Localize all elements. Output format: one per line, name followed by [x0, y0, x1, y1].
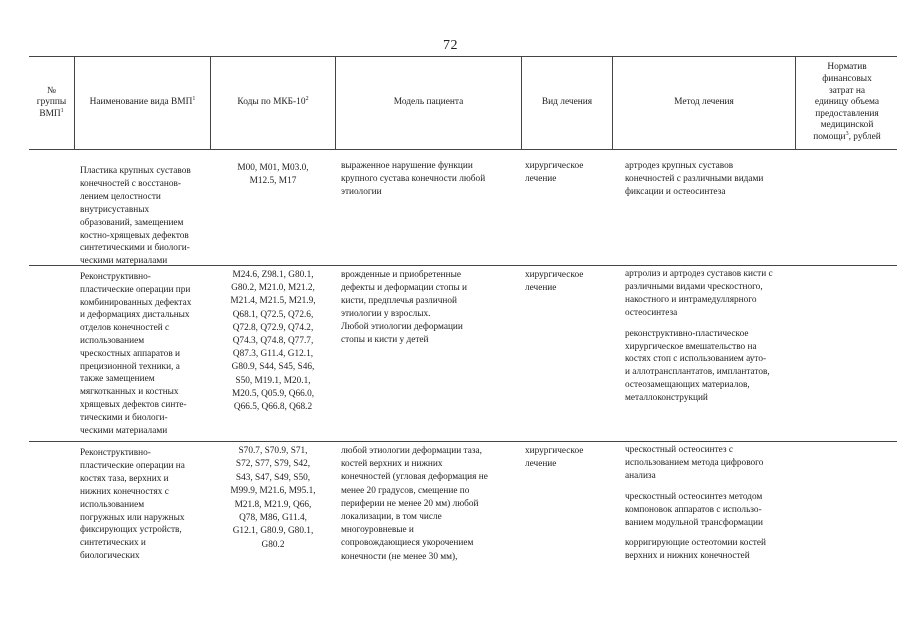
header-group-number: № группы ВМП$^1$ — [36, 85, 67, 119]
table-row-1-type: хирургическое лечение — [525, 161, 584, 184]
table-row-2-model: врожденные и приобретенные дефекты и деформации стопы и кисти, предплечья различной этиологии у взрослых. Любой этиологии деформации стопы и кисти у детей — [341, 270, 468, 345]
table-row-1-codes: M00, M01, M03.0, M12.5, M17 — [237, 163, 309, 186]
table-row-1-method: артродез крупных суставов конечностей с различными видами фиксации и остеосинтеза — [625, 161, 764, 197]
header-financial-norm: Норматив финансовых затрат на единицу объема предоставления медицинской помощи$^3$, рублей — [813, 62, 881, 142]
table-row-2-method: артролиз и артродез суставов кисти с различными видами чрескостного, накостного и интрамедуллярного остеосинтеза реконструктивно-пластическое хирургическое вмешательство на костях стоп с использованием ауто- и аллотрансплантатов, имплантатов, остеозамещающих материалов, металлоконструкций — [625, 269, 773, 404]
table-row-1-name: Пластика крупных суставов конечностей с восстанов- лением целостности внутрисуставных образований, замещением костно-хрящевых дефектов синтетическими и биологи- ческими материалами — [80, 166, 191, 267]
table-row-1-model: выраженное нарушение функции крупного сустава конечности любой этиологии — [341, 161, 486, 197]
header-treatment-type: Вид лечения — [541, 97, 593, 108]
header-vmp-name: Наименование вида ВМП$^1$ — [89, 96, 196, 108]
table-row-3-method: чрескостный остеосинтез с использованием метода цифрового анализа чрескостный остеосинтез методом компоновок аппаратов с использо- ванием модульной трансформации корригирующие остеотомии костей верхних и нижних конечностей — [625, 445, 766, 562]
table-row-3-model: любой этиологии деформации таза, костей верхних и нижних конечностей (угловая деформация не менее 20 градусов, смещение по периферии не менее 20 мм) любой локализации, в том числе многоуровневые и сопровождающиеся укорочением конечности (не менее 30 мм), — [341, 446, 488, 562]
row-divider-2 — [29, 441, 897, 442]
page-number: 72 — [443, 38, 458, 53]
header-patient-model: Модель пациента — [393, 97, 464, 108]
table-row-2-type: хирургическое лечение — [525, 270, 584, 293]
header-icd-codes: Коды по МКБ-$10^2$ — [237, 96, 309, 108]
table-row-2-codes: M24.6, Z98.1, G80.1, G80.2, M21.0, M21.2, M21.4, M21.5, M21.9, Q68.1, Q72.5, Q72.6, Q72.8, Q72.9, Q74.2, Q74.3, Q74.8, Q77.7, Q87.3, G11.4, G12.1, G80.9, S44, S45, S46, S50, M19.1, M20.1, M20.5, Q05.9, Q66.0, Q66.5, Q66.8, Q68.2 — [230, 270, 316, 413]
header-bottom-border — [29, 149, 897, 150]
table-row-2-name: Реконструктивно- пластические операции при комбинированных дефектах и деформациях дистальных отделов конечностей с использованием чрескостных аппаратов и прецизионной техники, а также замещением мягкотканных и костных хрящевых дефектов синте- тическими и биологи- ческими материалами — [80, 272, 192, 436]
header-treatment-method: Метод лечения — [674, 97, 734, 108]
table-row-3-codes: S70.7, S70.9, S71, S72, S77, S79, S42, S43, S47, S49, S50, M99.9, M21.6, M95.1, M21.8, M21.9, Q66, Q78, M86, G11.4, G12.1, G80.9, G80.1, G80.2 — [230, 446, 316, 550]
table-row-3-name: Реконструктивно- пластические операции на костях таза, верхних и нижних конечностях с использованием погружных или наружных фиксирующих устройств, синтетических и биологических — [80, 448, 185, 562]
table-row-3-type: хирургическое лечение — [525, 446, 584, 469]
